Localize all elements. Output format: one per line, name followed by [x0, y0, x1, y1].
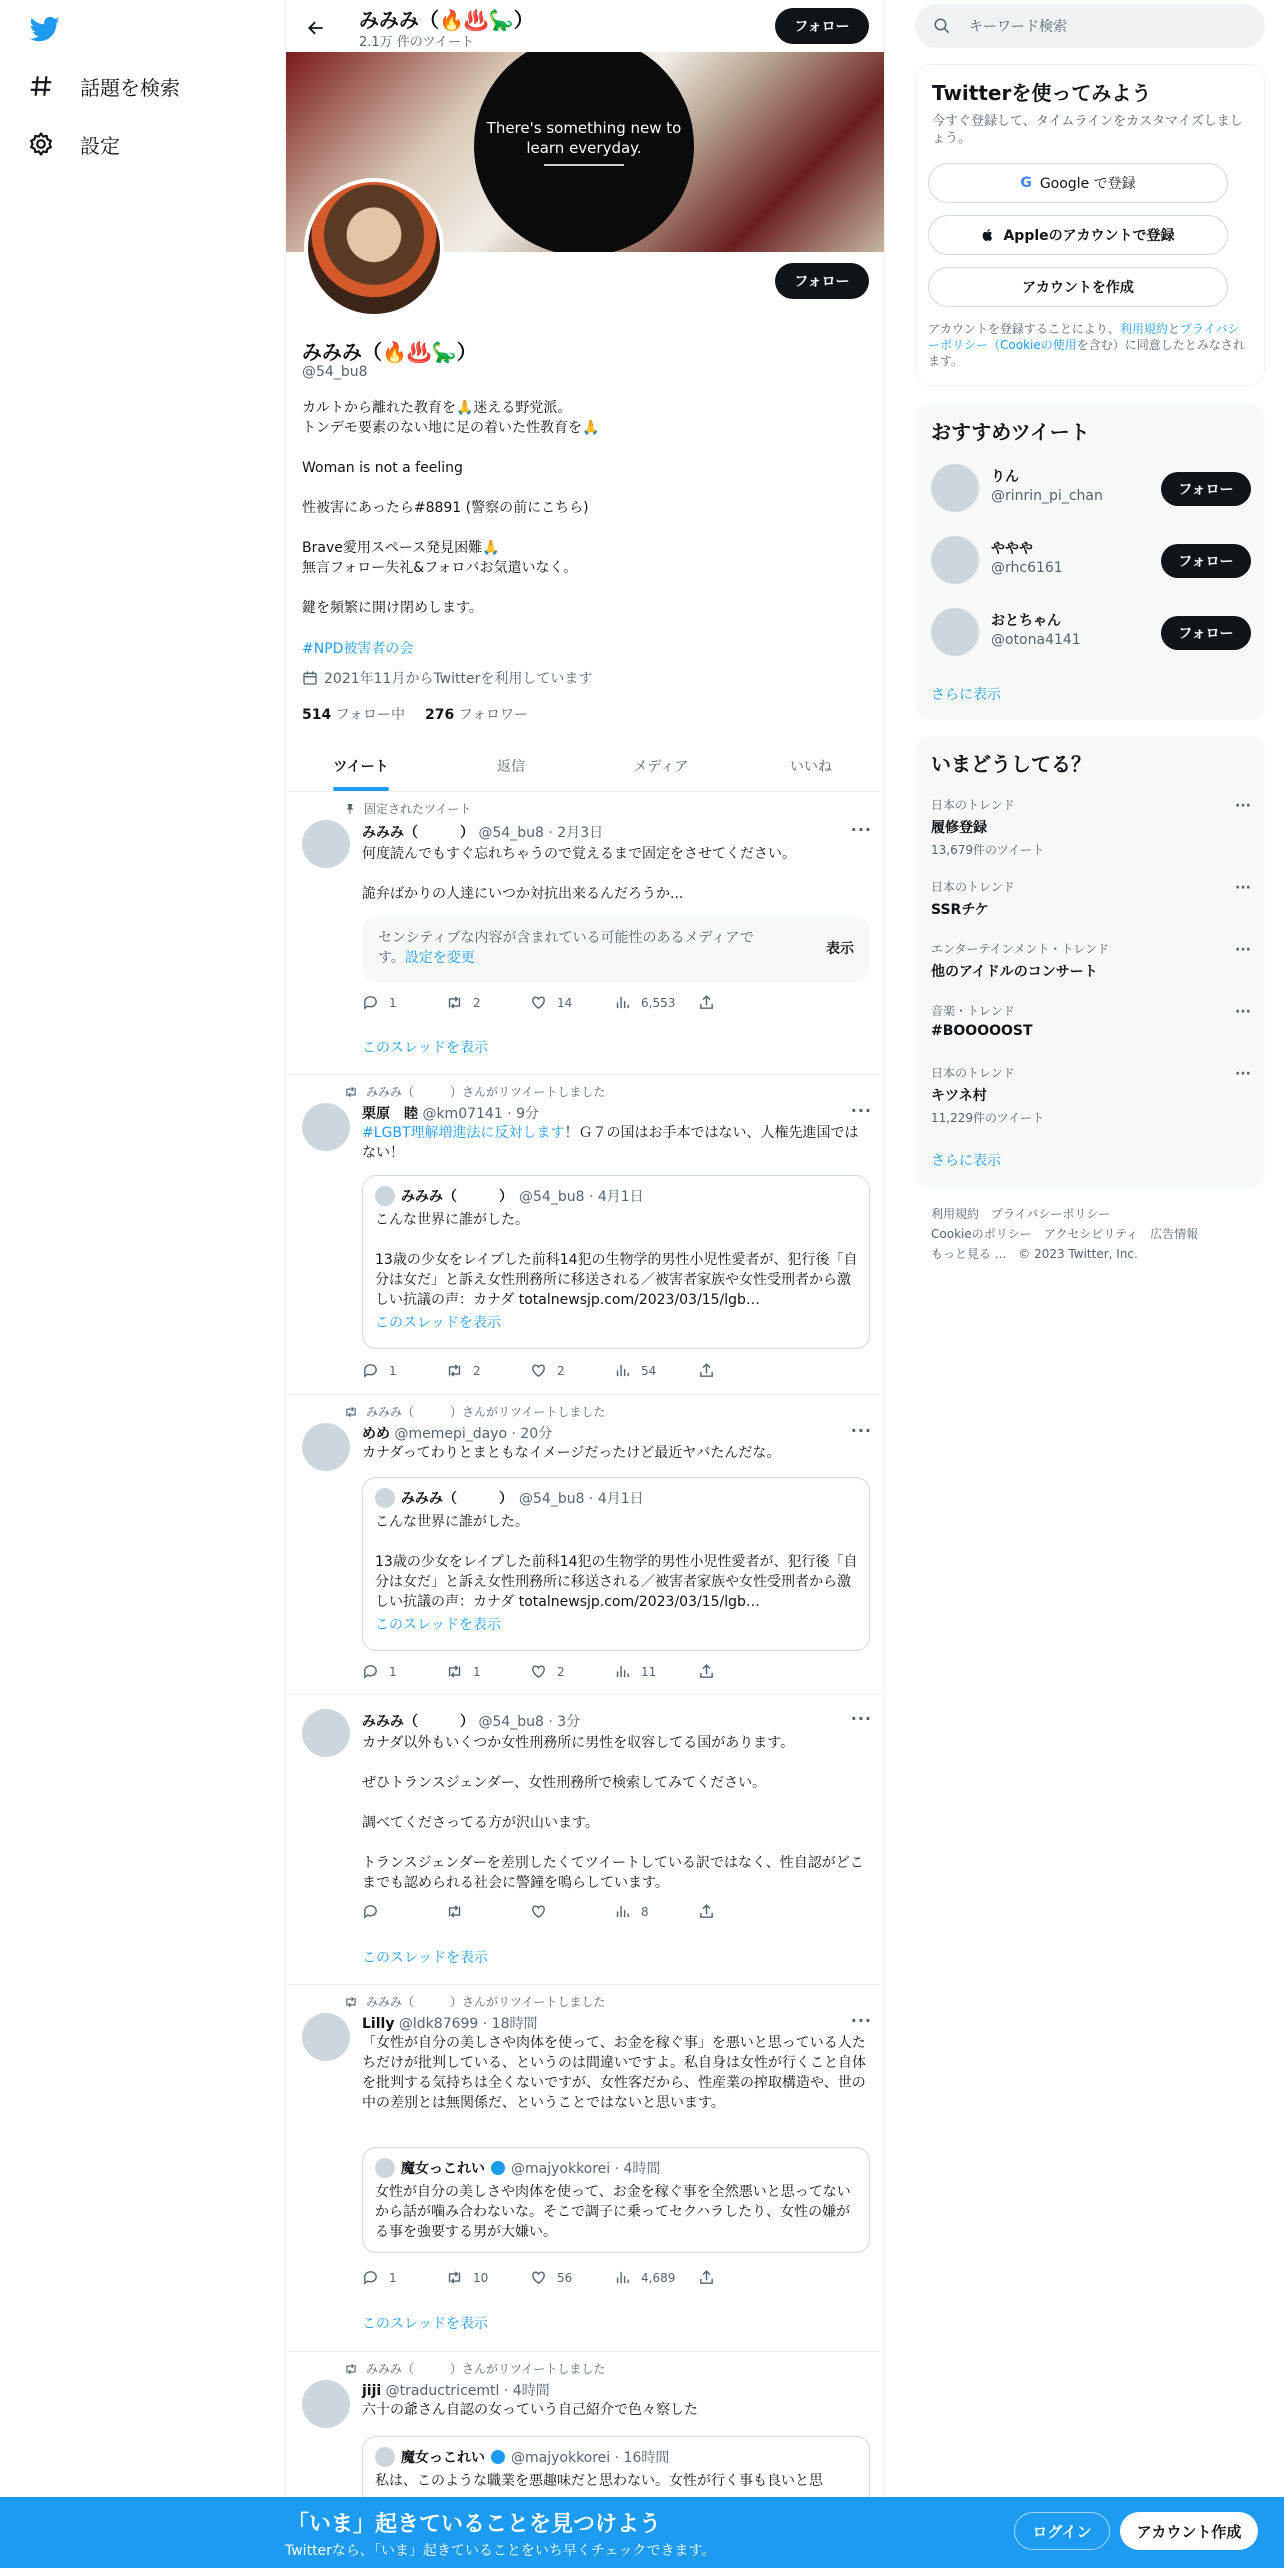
profile-joined-text: 2021年11月からTwitterを利用しています: [324, 671, 593, 687]
google-signup-label: Google で登録: [1039, 176, 1136, 192]
reply-count: 1: [389, 2270, 397, 2285]
header-follow-button[interactable]: フォロー: [775, 8, 869, 44]
followers-count: 276: [425, 707, 455, 723]
tweet-handle-time: @traductricemtl · 4時間: [385, 2383, 550, 2399]
following-link[interactable]: [302, 704, 405, 724]
quote-text: こんな世界に誰がした。 13歳の少女をレイプした前科14犯の生物学的男性小児性愛者が、犯行後「自分は女だ」と訴え女性刑務所に移送される／被害者家族や女性受刑者から激しい抗議の声：カナダ totalnewsjp.com/2023/03/15/lgb…: [375, 1212, 858, 1308]
nav-settings[interactable]: [28, 124, 120, 164]
reply-button[interactable]: [362, 1903, 446, 1920]
tweet-actions: [362, 2269, 782, 2286]
quote-author: [375, 1488, 644, 1508]
quote-handle-time: @majyokkorei · 16時間: [511, 2450, 670, 2466]
recommended-user-handle: @rinrin_pi_chan: [991, 488, 1103, 504]
signup-button[interactable]: アカウント作成: [1120, 2512, 1258, 2550]
retweet-icon: [446, 994, 463, 1011]
trend-count: 11,229件のツイート: [931, 1111, 1045, 1125]
search-placeholder: キーワード検索: [969, 19, 1067, 35]
reply-count: 1: [389, 1664, 397, 1679]
avatar[interactable]: [302, 820, 350, 868]
like-button[interactable]: [530, 2269, 614, 2286]
avatar[interactable]: [931, 608, 979, 656]
google-signup-button[interactable]: [928, 163, 1228, 203]
apple-icon: [981, 227, 995, 243]
views-count: 11: [641, 1664, 657, 1679]
follow-button[interactable]: フォロー: [1161, 472, 1251, 506]
quote-text: こんな世界に誰がした。 13歳の少女をレイプした前科14犯の生物学的男性小児性愛者が、犯行後「自分は女だ」と訴え女性刑務所に移送される／被害者家族や女性受刑者から激しい抗議の声：カナダ totalnewsjp.com/2023/03/15/lgb…: [375, 1514, 858, 1610]
show-thread-link[interactable]: このスレッドを表示: [362, 1040, 488, 1056]
avatar[interactable]: [302, 1709, 350, 1757]
sensitive-media-notice: [362, 916, 870, 982]
tweet-meta: [344, 1993, 605, 2010]
profile-hashtag-link[interactable]: #NPD被害者の会: [302, 641, 414, 657]
trend-category: 日本のトレンド: [931, 1066, 1015, 1080]
avatar[interactable]: [302, 2013, 350, 2061]
share-icon: [698, 1663, 715, 1680]
views-button[interactable]: [614, 1663, 698, 1680]
reply-button[interactable]: [362, 994, 446, 1011]
tweet-meta-text: 固定されたツイート: [364, 802, 472, 816]
profile-avatar[interactable]: [304, 178, 444, 318]
quote-author-name: 魔女っこれい: [401, 2450, 485, 2466]
more-icon[interactable]: ···: [850, 1101, 872, 1120]
retweet-icon: [344, 1085, 358, 1099]
quote-author-name: 魔女っこれい: [401, 2161, 485, 2177]
signup-subtitle: 今すぐ登録して、タイムラインをカスタマイズしましょう。: [932, 114, 1243, 146]
trends-panel: [915, 736, 1265, 1188]
trend-name: 履修登録: [931, 820, 987, 836]
reply-icon: [362, 2269, 379, 2286]
pin-icon: [344, 803, 356, 815]
views-count: 4,689: [641, 2270, 676, 2285]
quote-author-name: みみみ（ ）: [401, 1491, 513, 1507]
quote-text: 私は、このような職業を悪趣味だと思わない。女性が行く事も良いと思: [375, 2473, 823, 2489]
heart-icon: [530, 994, 547, 1011]
left-nav: [0, 0, 285, 2568]
trend-category: 日本のトレンド: [931, 880, 1015, 894]
retweet-count: 2: [473, 1363, 481, 1378]
trend-name: #BOOOOOST: [931, 1023, 1033, 1039]
following-label: フォロー中: [335, 707, 405, 723]
footer-line-2[interactable]: Cookieのポリシー アクセシビリティ 広告情報: [931, 1227, 1199, 1241]
tweet-author[interactable]: [362, 1103, 539, 1123]
reply-icon: [362, 1903, 379, 1920]
like-button[interactable]: [530, 1663, 614, 1680]
nav-explore[interactable]: [28, 66, 180, 106]
signup-banner-subtitle: Twitterなら、「いま」起きていることをいち早くチェックできます。: [285, 2543, 716, 2559]
views-count: 8: [641, 1904, 649, 1919]
header-tweet-count: 2.1万 件のツイート: [359, 35, 474, 50]
tweet-text-body: ！Ｇ７の国はお手本ではない、人権先進国ではない！: [362, 1125, 859, 1161]
google-icon: G: [1020, 175, 1032, 191]
tweet-meta-text: みみみ（ ）さんがリツイートしました: [366, 1085, 606, 1099]
profile-timeline: [285, 0, 885, 2568]
share-button[interactable]: [698, 1663, 782, 1680]
follow-button[interactable]: フォロー: [1161, 544, 1251, 578]
like-count: 14: [557, 995, 573, 1010]
back-button[interactable]: [300, 12, 332, 44]
more-icon[interactable]: ···: [1235, 798, 1251, 814]
tweet-meta-text: みみみ（ ）さんがリツイートしました: [366, 2362, 606, 2376]
views-count: 54: [641, 1363, 657, 1378]
signup-legal-text: [928, 321, 1248, 369]
tweet-author[interactable]: [362, 2013, 538, 2033]
privacy-link[interactable]: プライバシーポリシー（Cookieの使用: [928, 322, 1240, 352]
retweet-button[interactable]: [446, 1903, 530, 1920]
verified-badge-icon: [491, 2450, 505, 2464]
tweet-author-name: Lilly: [362, 2016, 395, 2032]
quote-tweet[interactable]: [362, 1477, 870, 1651]
calendar-icon: [302, 670, 318, 686]
recommended-user-name: ややや: [991, 541, 1033, 557]
quote-author: [375, 2447, 669, 2467]
reply-count: 1: [389, 1363, 397, 1378]
share-button[interactable]: [698, 1362, 782, 1379]
profile-tabs: [286, 740, 885, 792]
tweet-actions: [362, 1903, 782, 1920]
trend-count: 13,679件のツイート: [931, 843, 1045, 857]
tweet-meta: [344, 1403, 605, 1420]
heart-icon: [530, 1362, 547, 1379]
trend-name: 他のアイドルのコンサート: [931, 964, 1098, 980]
tweet-handle-time: @memepi_dayo · 20分: [394, 1426, 553, 1442]
search-icon: [933, 17, 951, 35]
show-thread-link[interactable]: このスレッドを表示: [362, 2316, 488, 2332]
tweet-text: 何度読んでもすぐ忘れちゃうので覚えるまで固定をさせてください。 詭弁ばかりの人達にいつか対抗出来るんだろうか...: [362, 846, 796, 902]
tweet-author-name: めめ: [362, 1426, 390, 1442]
tweet-actions: [362, 994, 782, 1011]
more-icon[interactable]: ···: [850, 1709, 872, 1728]
retweet-icon: [344, 1405, 358, 1419]
tab-likes[interactable]: いいね: [790, 758, 832, 775]
tweet-handle-time: @54_bu8 · 3分: [478, 1714, 581, 1730]
show-more-link[interactable]: さらに表示: [931, 1153, 1001, 1169]
more-icon[interactable]: ···: [850, 2011, 872, 2030]
show-more-link[interactable]: さらに表示: [931, 687, 1001, 703]
profile-follow-button[interactable]: フォロー: [775, 263, 869, 299]
tweet[interactable]: [286, 1075, 885, 1395]
nav-explore-label: 話題を検索: [80, 75, 180, 100]
quote-show-thread-link[interactable]: このスレッドを表示: [375, 1617, 501, 1633]
following-count: 514: [302, 707, 332, 723]
tweet-text: 「女性が自分の美しさや肉体を使って、お金を稼ぐ事」を悪いと思っている人たちだけが批判している、というのは間違いですよ。私自身は女性が行くこと自体を批判する気持ちは全くないですが、女性客だから、性産業の搾取構造や、世の中の差別とは無関係だ、ということではないと思います。: [362, 2035, 866, 2111]
quote-avatar: [375, 2158, 395, 2178]
nav-settings-label: 設定: [80, 133, 120, 158]
more-icon[interactable]: ···: [1235, 1066, 1251, 1082]
tab-tweets[interactable]: ツイート: [286, 740, 436, 791]
trend-item[interactable]: [931, 1002, 1251, 1039]
show-thread-link[interactable]: このスレッドを表示: [362, 1950, 488, 1966]
share-icon: [698, 1903, 715, 1920]
tweet-handle-time: @54_bu8 · 2月3日: [478, 825, 604, 841]
retweet-icon: [446, 1903, 463, 1920]
views-button[interactable]: [614, 1362, 698, 1379]
share-icon: [698, 2269, 715, 2286]
trend-name: キツネ村: [931, 1088, 987, 1104]
tweet-author-name: みみみ（ ）: [362, 1714, 474, 1730]
more-icon[interactable]: ···: [1235, 942, 1251, 958]
gear-icon: [28, 131, 54, 157]
quote-text: 女性が自分の美しさや肉体を使って、お金を稼ぐ事を全然悪いと思ってないから話が噛み合わないな。そこで調子に乗ってセクハラしたり、女性の嫌がる事を強要する男が大嫌い。: [375, 2184, 851, 2240]
reply-button[interactable]: [362, 1663, 446, 1680]
retweet-button[interactable]: [446, 2269, 530, 2286]
create-account-button[interactable]: アカウントを作成: [928, 267, 1228, 307]
heart-icon: [530, 1663, 547, 1680]
avatar[interactable]: [302, 1103, 350, 1151]
search-box[interactable]: [915, 4, 1265, 48]
views-button[interactable]: [614, 2269, 698, 2286]
tweet-handle-time: @ldk87699 · 18時間: [398, 2016, 538, 2032]
quote-author-name: みみみ（ ）: [401, 1189, 513, 1205]
views-count: 6,553: [641, 995, 676, 1010]
quote-author: [375, 2158, 660, 2178]
more-icon[interactable]: ···: [1235, 1004, 1251, 1020]
share-button[interactable]: [698, 994, 782, 1011]
tweet[interactable]: [286, 1695, 885, 1985]
tweet-meta-text: みみみ（ ）さんがリツイートしました: [366, 1995, 606, 2009]
profile-name: みみみ（🔥♨️🦕）: [302, 340, 477, 364]
reply-icon: [362, 1362, 379, 1379]
tweet-author[interactable]: [362, 822, 603, 842]
quote-tweet[interactable]: [362, 2147, 870, 2253]
followers-link[interactable]: [425, 704, 528, 724]
recommended-title: おすすめツイート: [931, 420, 1090, 444]
tweet-actions: [362, 1663, 782, 1680]
tweet-author[interactable]: [362, 1711, 580, 1731]
right-sidebar: [915, 0, 1265, 2568]
followers-label: フォロワー: [458, 707, 528, 723]
quote-handle-time: @54_bu8 · 4月1日: [519, 1189, 644, 1205]
retweet-count: 1: [473, 1664, 481, 1679]
views-icon: [614, 2269, 631, 2286]
apple-signup-label: Appleのアカウントで登録: [1003, 228, 1175, 244]
retweet-button[interactable]: [446, 994, 530, 1011]
views-icon: [614, 1362, 631, 1379]
signup-title: Twitterを使ってみよう: [932, 81, 1152, 105]
tweet-meta: [344, 800, 471, 817]
recommended-user-handle: @rhc6161: [991, 560, 1063, 576]
retweet-button[interactable]: [446, 1663, 530, 1680]
terms-link[interactable]: 利用規約: [1119, 322, 1168, 336]
recommended-user[interactable]: [931, 530, 1251, 590]
profile-joined: [302, 668, 592, 688]
quote-author: [375, 1186, 644, 1206]
quote-handle-time: @majyokkorei · 4時間: [511, 2161, 661, 2177]
avatar[interactable]: [931, 464, 979, 512]
arrow-left-icon: [306, 18, 326, 38]
reply-button[interactable]: [362, 1362, 446, 1379]
like-count: 56: [557, 2270, 573, 2285]
show-media-button[interactable]: 表示: [826, 941, 854, 957]
heart-icon: [530, 1903, 547, 1920]
recommended-user-name: おとちゃん: [991, 613, 1061, 629]
verified-badge-icon: [491, 2161, 505, 2175]
recommended-user[interactable]: [931, 458, 1251, 518]
apple-signup-button[interactable]: [928, 215, 1228, 255]
tweet-meta: [344, 2360, 605, 2377]
tab-replies[interactable]: 返信: [497, 758, 525, 775]
avatar[interactable]: [302, 1423, 350, 1471]
like-button[interactable]: [530, 1903, 614, 1920]
tab-media[interactable]: メディア: [633, 758, 689, 775]
tweet-text: [362, 1123, 870, 1163]
retweet-icon: [344, 2362, 358, 2376]
avatar[interactable]: [931, 536, 979, 584]
tweet-meta: [344, 1083, 605, 1100]
tweet-author[interactable]: [362, 1423, 552, 1443]
retweet-button[interactable]: [446, 1362, 530, 1379]
views-icon: [614, 1663, 631, 1680]
like-count: 2: [557, 1363, 565, 1378]
share-icon: [698, 1362, 715, 1379]
recommended-user-handle: @otona4141: [991, 632, 1081, 648]
like-button[interactable]: [530, 1362, 614, 1379]
quote-avatar: [375, 1186, 395, 1206]
heart-icon: [530, 2269, 547, 2286]
profile-follow-stats: [302, 704, 528, 724]
tweet-text: 六十の爺さん自認の女っていう自己紹介で色々察した: [362, 2402, 698, 2418]
trend-item[interactable]: [931, 796, 1251, 858]
profile-header: [286, 0, 885, 52]
trend-category: エンターテインメント・トレンド: [931, 942, 1110, 956]
tweet-handle-time: @km07141 · 9分: [422, 1106, 539, 1122]
quote-tweet[interactable]: [362, 1175, 870, 1349]
header-name: みみみ（🔥♨️🦕）: [359, 8, 534, 32]
recommended-panel: [915, 404, 1265, 720]
recommended-user-name: りん: [991, 469, 1019, 485]
hashtag-link[interactable]: #LGBT理解増進法に反対します: [362, 1125, 565, 1141]
views-icon: [614, 1903, 631, 1920]
share-icon: [698, 994, 715, 1011]
reply-icon: [362, 1663, 379, 1680]
reply-button[interactable]: [362, 2269, 446, 2286]
trend-category: 音楽・トレンド: [931, 1004, 1015, 1018]
reply-count: 1: [389, 995, 397, 1010]
tweet-author-name: jiji: [362, 2383, 382, 2399]
more-icon[interactable]: ···: [1235, 880, 1251, 896]
footer-line-1[interactable]: 利用規約 プライバシーポリシー: [931, 1207, 1111, 1221]
tweet-author-name: 栗原 睦: [362, 1106, 418, 1122]
tweet-meta-text: みみみ（ ）さんがリツイートしました: [366, 1405, 606, 1419]
signup-banner-title: 「いま」起きていることを見つけよう: [287, 2512, 662, 2537]
profile-bio: カルトから離れた教育を🙏迷える野党派。 トンデモ要素のない地に足の着いた性教育を🙏 Woman is not a feeling 性被害にあったら#8891 (警察の前にこちら) Brave愛用スペース発見困難🙏 無言フォロー失礼&フォロバお気遣いなく。 鍵を頻繁に開け閉めします。: [302, 400, 600, 616]
trend-item[interactable]: [931, 1064, 1251, 1126]
views-icon: [614, 994, 631, 1011]
retweet-count: 10: [473, 2270, 489, 2285]
like-button[interactable]: [530, 994, 614, 1011]
retweet-count: 2: [473, 995, 481, 1010]
trend-item[interactable]: [931, 940, 1251, 981]
tweet-text: カナダ以外もいくつか女性刑務所に男性を収容してる国があります。 ぜひトランスジェンダー、女性刑務所で検索してみてください。 調べてくださってる方が沢山います。 トランスジェンダーを差別したくてツイートしている訳ではなく、性自認がどこまでも認められる社会に警鐘を鳴らしています。: [362, 1735, 864, 1891]
signup-banner: [0, 2497, 1284, 2568]
share-button[interactable]: [698, 1903, 782, 1920]
banner-underline: [544, 164, 624, 166]
trend-item[interactable]: [931, 878, 1251, 919]
retweet-icon: [446, 1663, 463, 1680]
legal-text-2: と: [1167, 322, 1180, 336]
reply-icon: [362, 994, 379, 1011]
follow-button[interactable]: フォロー: [1161, 616, 1251, 650]
more-icon[interactable]: ···: [850, 820, 872, 839]
retweet-icon: [446, 1362, 463, 1379]
tweet[interactable]: [286, 792, 885, 1075]
hashtag-icon: [28, 73, 54, 99]
footer-line-3[interactable]: もっと見る ... © 2023 Twitter, Inc.: [931, 1247, 1138, 1261]
quote-avatar: [375, 1488, 395, 1508]
legal-text-1: アカウントを登録することにより、: [928, 322, 1120, 336]
views-button[interactable]: [614, 1903, 698, 1920]
quote-avatar: [375, 2447, 395, 2467]
quote-handle-time: @54_bu8 · 4月1日: [519, 1491, 644, 1507]
banner-text: There's something new to learn everyday.: [486, 119, 682, 157]
views-button[interactable]: [614, 994, 698, 1011]
sensitive-text: [378, 928, 778, 968]
retweet-icon: [344, 1995, 358, 2009]
tweet[interactable]: [286, 1985, 885, 2352]
recommended-user[interactable]: [931, 602, 1251, 662]
trend-name: SSRチケ: [931, 902, 989, 918]
trend-category: 日本のトレンド: [931, 798, 1015, 812]
signup-panel: [915, 64, 1265, 386]
tweet-author[interactable]: [362, 2380, 550, 2400]
profile-handle: @54_bu8: [302, 364, 368, 380]
more-icon[interactable]: ···: [850, 1421, 872, 1440]
quote-show-thread-link[interactable]: このスレッドを表示: [375, 1315, 501, 1331]
share-button[interactable]: [698, 2269, 782, 2286]
trends-title: いまどうしてる？: [931, 752, 1091, 776]
like-count: 2: [557, 1664, 565, 1679]
change-settings-link[interactable]: 設定を変更: [404, 950, 475, 966]
tweet[interactable]: [286, 1395, 885, 1695]
tweet-author-name: みみみ（ ）: [362, 825, 474, 841]
login-button[interactable]: ログイン: [1014, 2512, 1110, 2550]
twitter-logo-icon[interactable]: [28, 14, 62, 44]
sensitive-text-body: センシティブな内容が含まれている可能性のあるメディアです。: [378, 930, 754, 966]
footer-links: [931, 1204, 1251, 1264]
avatar[interactable]: [302, 2380, 350, 2428]
retweet-icon: [446, 2269, 463, 2286]
tweet-actions: [362, 1362, 782, 1379]
legal-text-3: を含む）に同意したとみなされます。: [928, 338, 1245, 368]
tweet-text: カナダってわりとまともなイメージだったけど最近ヤバたんだな。: [362, 1445, 781, 1461]
